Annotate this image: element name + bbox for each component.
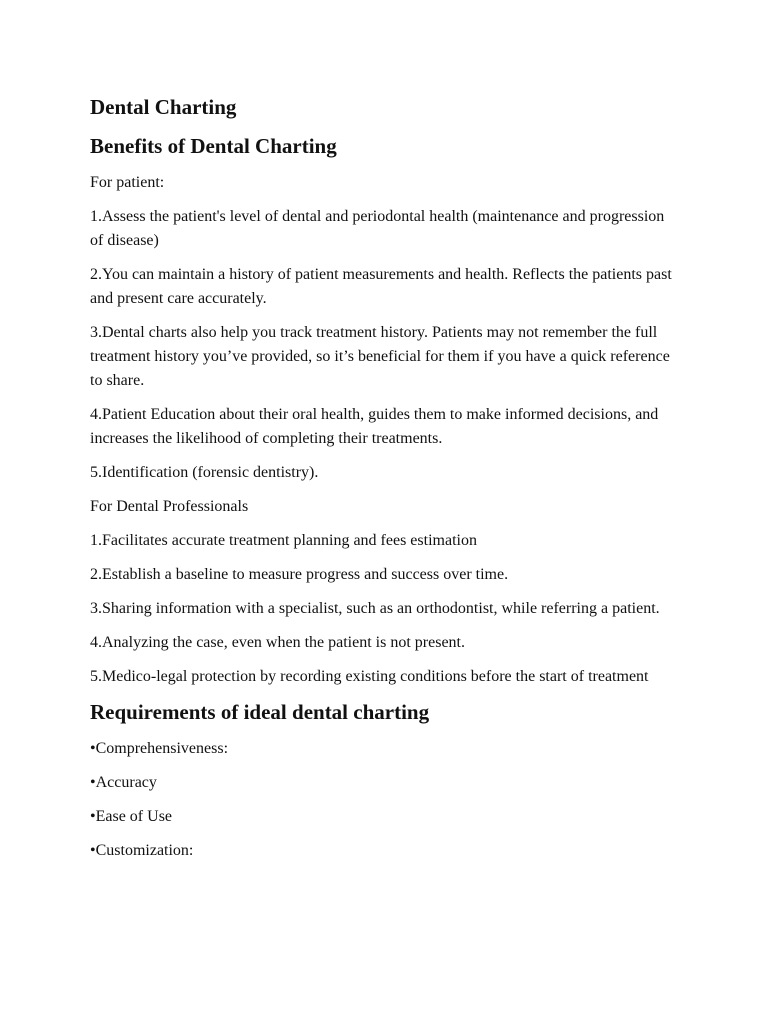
list-item: •Comprehensiveness: bbox=[90, 740, 229, 757]
section-heading-requirements: Requirements of ideal dental charting bbox=[90, 700, 430, 724]
list-item: •Accuracy bbox=[90, 774, 157, 791]
patient-label: For patient: bbox=[90, 174, 165, 191]
list-item: 2.You can maintain a history of patient measurements and health. Reflects the patients past and present care accurately. bbox=[90, 266, 672, 307]
section-heading-benefits: Benefits of Dental Charting bbox=[90, 134, 337, 158]
page-title: Dental Charting bbox=[90, 95, 237, 119]
list-item: 3.Dental charts also help you track treatment history. Patients may not remember the full treatment history you’ve provided, so it’s beneficial for them if you have a quick reference to share. bbox=[90, 324, 670, 389]
patient-benefits-list bbox=[90, 205, 678, 485]
list-item: 2.Establish a baseline to measure progress and success over time. bbox=[90, 566, 509, 583]
list-item: 5.Identification (forensic dentistry). bbox=[90, 464, 319, 481]
list-item: 5.Medico-legal protection by recording existing conditions before the start of treatment bbox=[90, 668, 649, 685]
list-item: •Customization: bbox=[90, 842, 194, 859]
list-item: 4.Analyzing the case, even when the patient is not present. bbox=[90, 634, 465, 651]
list-item: •Ease of Use bbox=[90, 808, 173, 825]
requirements-list bbox=[90, 737, 678, 863]
list-item: 3.Sharing information with a specialist, such as an orthodontist, while referring a patient. bbox=[90, 600, 660, 617]
professional-label: For Dental Professionals bbox=[90, 498, 249, 515]
list-item: 4.Patient Education about their oral health, guides them to make informed decisions, and increases the likelihood of completing their treatments. bbox=[90, 406, 659, 447]
list-item: 1.Facilitates accurate treatment planning and fees estimation bbox=[90, 532, 477, 549]
professional-benefits-list bbox=[90, 529, 678, 689]
list-item: 1.Assess the patient's level of dental and periodontal health (maintenance and progression of disease) bbox=[90, 208, 665, 249]
